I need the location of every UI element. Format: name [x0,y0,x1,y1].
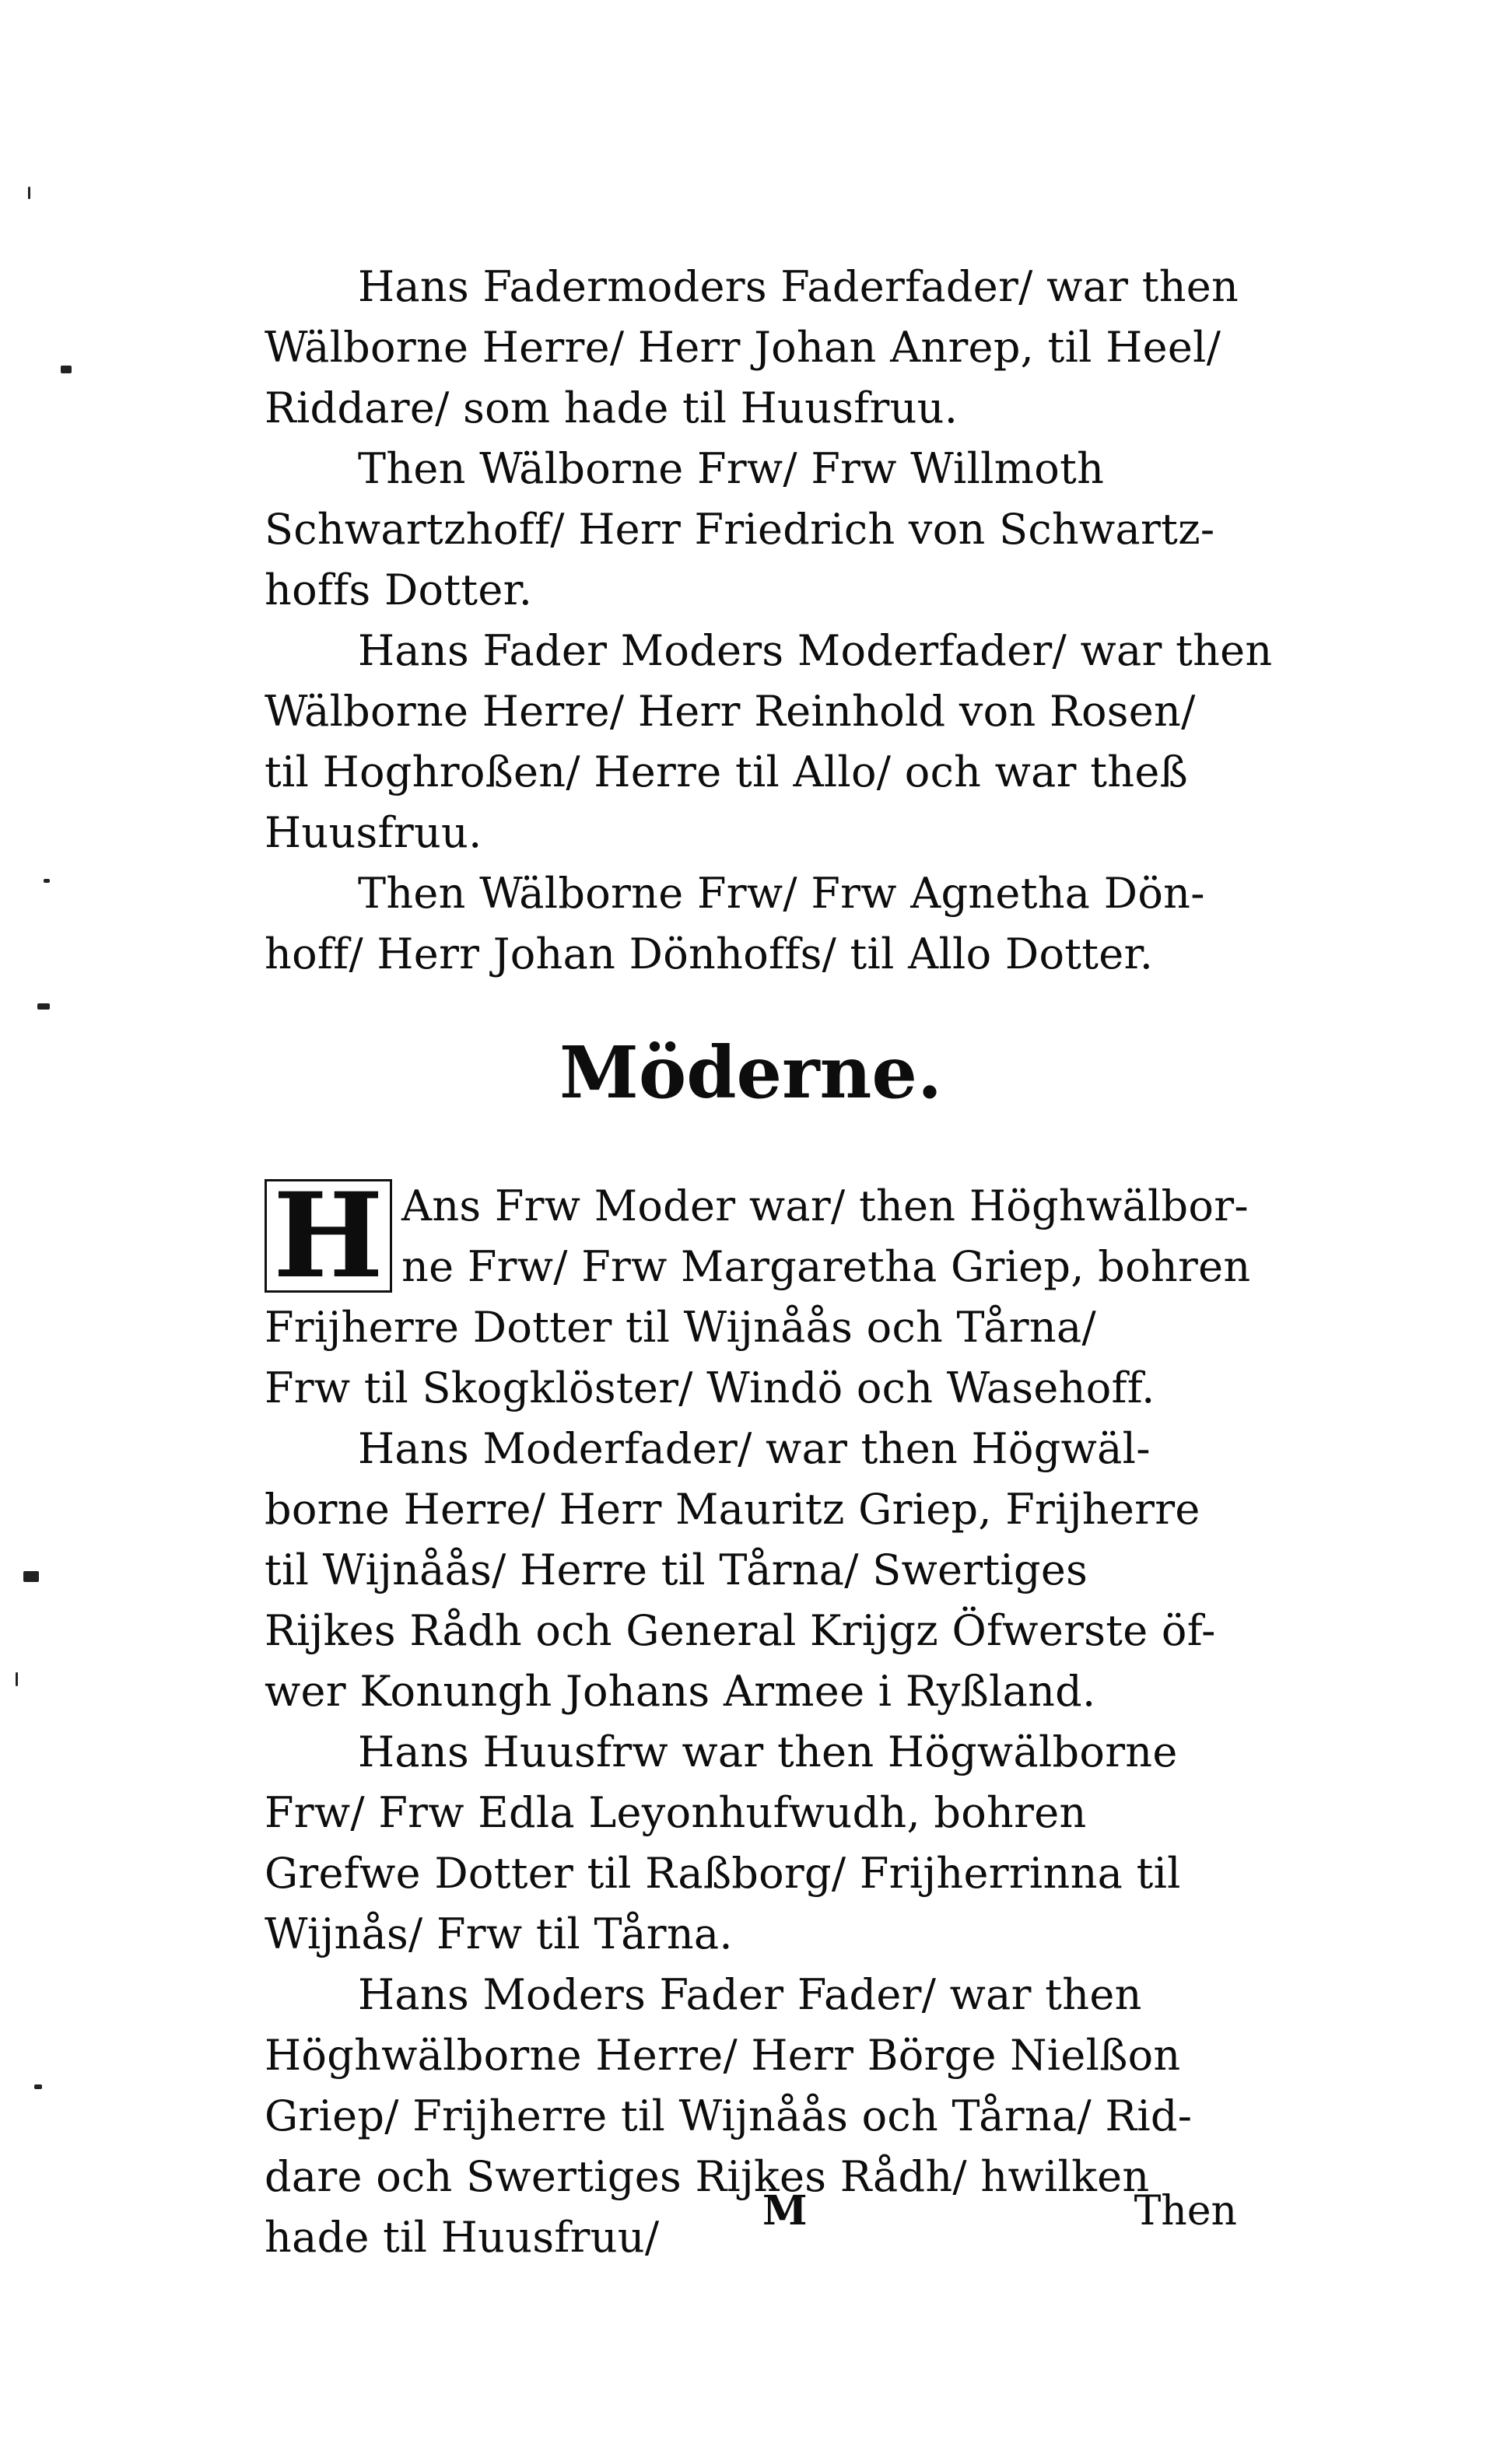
paragraph-7 [265,1722,1237,1965]
text-line: Hans Huusfrw war then Högwälborne [358,1727,1178,1776]
text-line: hoffs Dotter. [265,565,533,614]
text-line: Riddare/ som hade til Huusfruu. [265,383,959,432]
text-line: Hans Fadermoders Faderfader/ war then [358,262,1239,311]
catchword: Then [1134,2188,1237,2235]
text-line: Wälborne Herre/ Herr Johan Anrep, til Heel/ [265,323,1221,372]
text-line: hoff/ Herr Johan Dönhoffs/ til Allo Dotter. [265,929,1154,978]
section-heading: Möderne. [559,1031,942,1115]
text-line: Höghwälborne Herre/ Herr Börge Nielßon [265,2031,1181,2080]
text-line: Ans Frw Moder war/ then Höghwälbor- [401,1181,1249,1230]
scan-speck [37,1003,50,1010]
paragraph-4 [265,863,1237,985]
text-line: Hans Moderfader/ war then Högwäl- [358,1424,1151,1473]
text-line: til Wijnåås/ Herre til Tårna/ Swertiges [265,1545,1088,1594]
scan-speck [44,879,50,883]
text-line: ne Frw/ Frw Margaretha Griep, bohren [401,1242,1251,1291]
paragraph-8 [265,1965,1237,2268]
scan-speck [23,1571,39,1582]
text-line: Hans Moders Fader Fader/ war then [358,1970,1142,2019]
paragraph-3 [265,621,1273,863]
text-line: Then Wälborne Frw/ Frw Agnetha Dön- [358,869,1205,918]
text-line: Wälborne Herre/ Herr Reinhold von Rosen/ [265,687,1196,736]
text-line: Griep/ Frijherre til Wijnåås och Tårna/ Rid- [265,2091,1193,2140]
book-page [265,257,1273,2268]
text-line: Frijherre Dotter til Wijnåås och Tårna/ [265,1303,1096,1352]
paragraph-2 [265,439,1237,621]
scan-speck [34,2084,42,2089]
text-line: Then Wälborne Frw/ Frw Willmoth [358,444,1105,493]
text-line: Hans Fader Moders Moderfader/ war then [358,626,1273,675]
scan-speck [61,366,72,373]
text-line: borne Herre/ Herr Mauritz Griep, Frijherre [265,1485,1200,1534]
text-line: Frw til Skogklöster/ Windö och Wasehoff. [265,1363,1155,1412]
paragraph-5 [265,1167,1251,1419]
scan-speck [28,187,30,199]
text-line: hade til Huusfruu/ [265,2213,660,2262]
text-line: wer Konungh Johans Armee i Ryßland. [265,1667,1096,1716]
text-line: Schwartzhoff/ Herr Friedrich von Schwartz- [265,505,1215,554]
signature-mark: M [762,2187,808,2235]
text-line: Huusfruu. [265,808,482,857]
text-line: Grefwe Dotter til Raßborg/ Frijherrinna til [265,1849,1181,1898]
text-line: Rijkes Rådh och General Krijgz Öfwerste öf- [265,1606,1216,1655]
text-line: dare och Swertiges Rijkes Rådh/ hwilken [265,2152,1150,2201]
scan-speck [16,1672,18,1686]
text-line: Frw/ Frw Edla Leyonhufwudh, bohren [265,1788,1087,1837]
text-line: til Hoghroßen/ Herre til Allo/ och war theß [265,747,1188,796]
text-line: Wijnås/ Frw til Tårna. [265,1909,733,1958]
drop-cap: H [265,1179,392,1293]
paragraph-1 [265,257,1237,439]
paragraph-6 [265,1419,1237,1722]
